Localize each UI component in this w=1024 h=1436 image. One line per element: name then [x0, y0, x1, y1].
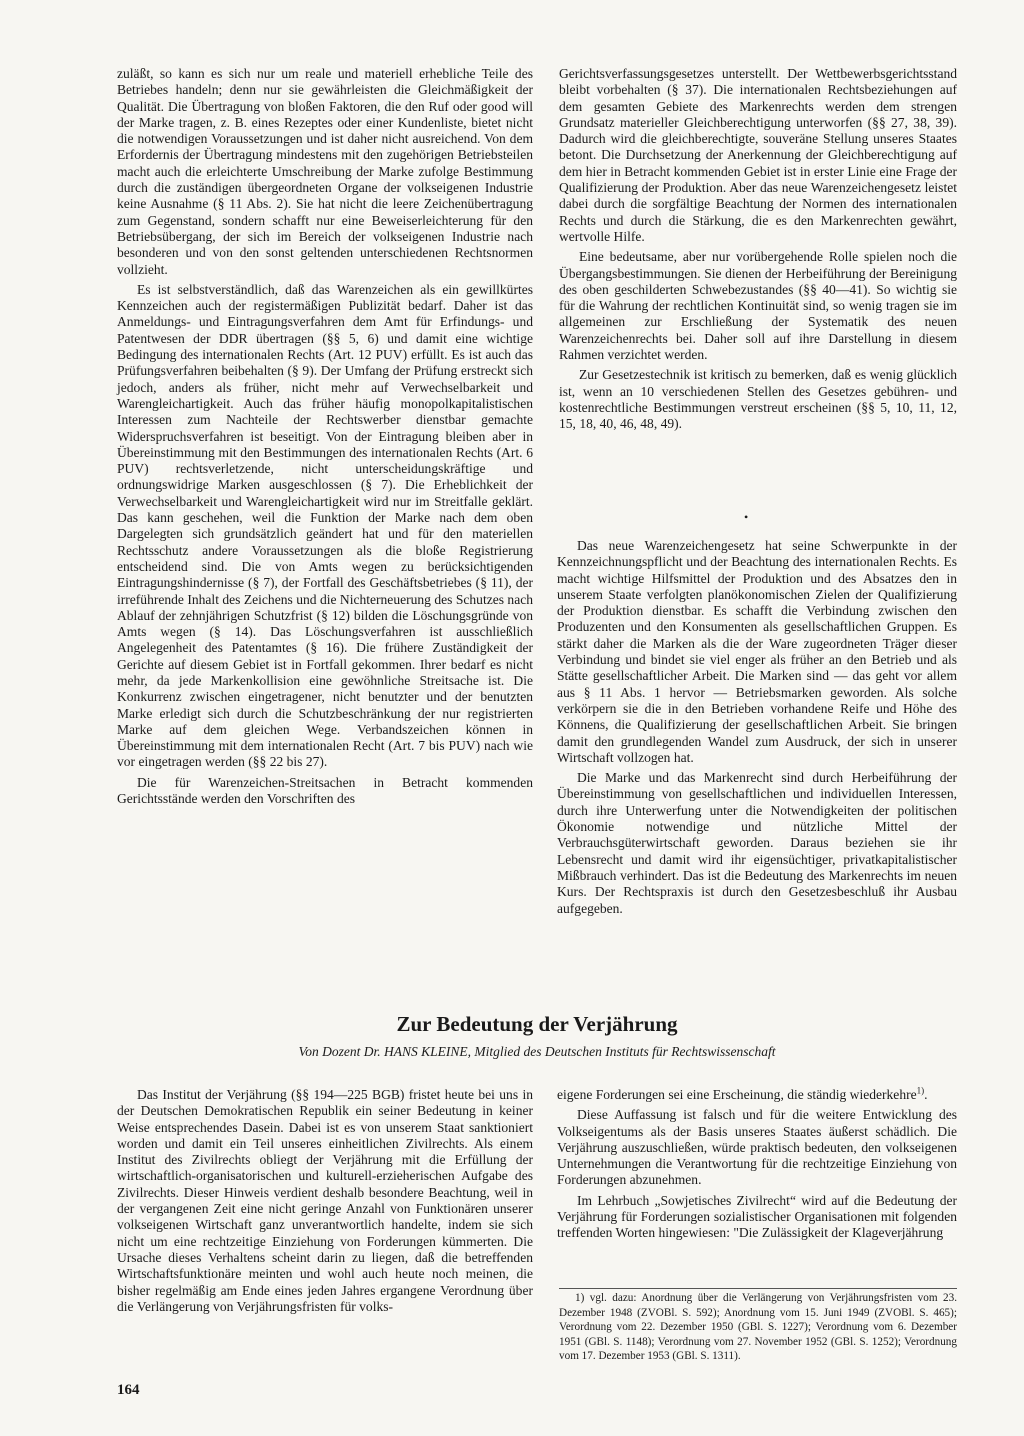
paragraph: Die für Warenzeichen-Streitsachen in Betracht kommenden Gerichtsstände werden den Vorschriften des [117, 774, 533, 807]
article-continuation-column-right [559, 66, 957, 437]
article-body-column-right [557, 1087, 957, 1246]
footnotes [559, 1288, 957, 1364]
paragraph: Diese Auffassung ist falsch und für die weitere Entwicklung des Volkseigentums als der Basis unseres Staates äußerst schädlich. Die Verjährung auszuschließen, würde praktisch bedeuten, den volkseigenen Unternehmungen die Verantwortung für die rechtzeitige Einziehung von Forderungen abzunehmen. [557, 1107, 957, 1188]
conclusion-column [557, 538, 957, 921]
page-number: 164 [117, 1382, 140, 1398]
paragraph: Das Institut der Verjährung (§§ 194—225 BGB) fristet heute bei uns in der Deutschen Demokratischen Republik ein seiner Bedeutung in keiner Weise entsprechendes Dasein. Dabei ist es von unserem Staat sanktioniert worden und damit ein Teil unseres einheitlichen Zivilrechts. Als einem Institut des Zivilrechts obliegt der Verjährung mit die Erfüllung der wirtschaftlich-organisatorischen und kulturell-erzieherischen Aufgabe des Zivilrechts. Dieser Hinweis verdient deshalb besondere Beachtung, weil in der vergangenen Zeit eine nicht geringe Anzahl von Funktionären unserer volkseigenen Wirtschaft ganz unverantwortlich handelte, indem sie sich nicht um eine rechtzeitige Einziehung von Forderungen kümmerten. Die Ursache dieses Verhaltens scheint darin zu liegen, daß die betreffenden Wirtschaftsfunktionäre meinten und wohl auch heute noch meinen, die bisher regelmäßig am Ende eines jeden Jahres ergangene Verordnung über die Verlängerung von Verjährungsfristen für volks- [117, 1087, 533, 1314]
paragraph: Zur Gesetzestechnik ist kritisch zu bemerken, daß es wenig glücklich ist, wenn an 10 verschiedenen Stellen des Gesetzes gebühren- und kostenrechtliche Bestimmungen verstreut erscheinen (§§ 5, 10, 11, 12, 15, 18, 40, 46, 48, 49). [559, 367, 957, 432]
paragraph: zuläßt, so kann es sich nur um reale und materiell erhebliche Teile des Betriebes handeln; denn nur sie gewährleisten die Gleichmäßigkeit der Qualität. Die Übertragung von bloßen Faktoren, die den Ruf oder good will der Marke tragen, z. B. eines Rezeptes oder einer Kundenliste, bietet nicht die notwendigen Voraussetzungen und ist daher nicht ausreichend. Von dem Erfordernis der Übertragung mindestens mit den zugehörigen Betriebsteilen macht auch die erleichterte Umschreibung der Marke zufolge Bestimmung durch die zuständigen übergeordneten Organe der volkseigenen Industrie keine Ausnahme (§ 11 Abs. 2). Sie hat nicht die leere Zeichenübertragung zum Gegenstand, sondern schafft nur eine Beweiserleichterung für den Betriebsübergang, der sich im Bereich der volkseigenen Industrie nach besonderen und von den sonst geltenden unterschiedenen Rechtsnormen vollzieht. [117, 66, 533, 277]
paragraph: Das neue Warenzeichengesetz hat seine Schwerpunkte in der Kennzeichnungspflicht und der Beachtung des internationalen Rechts. Es macht wichtige Hilfsmittel der Produktion und des Absatzes den in unserem Staate verfolgten planökonomischen Zielen der Qualifizierung der Produktion dienstbar. Es schafft die Verbindung zwischen den Produzenten und den Konsumenten als gesellschaftlichen Gruppen. Es stärkt daher die Marken als die der Ware zugeordneten Träger dieser Verbindung und bindet sie viel enger als früher an den Betrieb und als Stätte gesellschaftlicher Arbeit. Die Marken sind — das geht vor allem aus § 11 Abs. 1 hervor — Betriebsmarken geworden. Als solche verkörpern sie die in den Betrieben vorhandene Reife und Höhe des Könnens, die Qualifizierung der gesellschaftlichen Arbeit. Sie bringen damit den grundlegenden Wandel zum Ausdruck, der sich in unserer Wirtschaft vollzogen hat. [557, 538, 957, 765]
paragraph: Die Marke und das Markenrecht sind durch Herbeiführung der Übereinstimmung von gesellschaftlichen und individuellen Interessen, durch ihre Unterwerfung unter die Notwendigkeiten der politischen Ökonomie notwendige und nützliche Mittel der Verbrauchsgüterwirtschaft geworden. Daraus beziehen sie ihr Lebensrecht und damit wird ihr eigensüchtiger, privatkapitalistischer Mißbrauch verhindert. Das ist die Bedeutung des Markenrechts im neuen Kurs. Der Rechtspraxis ist durch den Gesetzesbeschluß ihr Ausbau aufgegeben. [557, 770, 957, 916]
paragraph-end: . [924, 1087, 928, 1102]
article-continuation-column-left [117, 66, 533, 811]
section-divider: • [744, 510, 749, 524]
paragraph [557, 1087, 957, 1103]
article-title: Zur Bedeutung der Verjährung [396, 1012, 678, 1036]
article-body-column-left [117, 1087, 533, 1319]
footnote-text: 1) vgl. dazu: Anordnung über die Verlängerung von Verjährungsfristen vom 23. Dezember 1948 (ZVOBl. S. 592); Anordnung vom 15. Juni 1949 (ZVOBl. S. 465); Verordnung vom 22. Dezember 1950 (GBl. S. 1227); Verordnung vom 6. Dezember 1951 (GBl. S. 1148); Verordnung vom 27. November 1952 (GBl. S. 1252); Verordnung vom 17. Dezember 1953 (GBl. S. 1311). [559, 1292, 957, 1362]
paragraph: Im Lehrbuch „Sowjetisches Zivilrecht“ wird auf die Bedeutung der Verjährung für Forderungen sozialistischer Organisationen mit folgenden treffenden Worten hingewiesen: "Die Zulässigkeit der Klageverjährung [557, 1192, 957, 1241]
article-byline: Von Dozent Dr. HANS KLEINE, Mitglied des Deutschen Instituts für Rechtswissenschaft [298, 1044, 776, 1059]
paragraph: Eine bedeutsame, aber nur vorübergehende Rolle spielen noch die Übergangsbestimmungen. Sie dienen der Herbeiführung der Bereinigung des oben geschilderten Schwebezustandes (§§ 40—41). So wichtig sie für die Wahrung der rechtlichen Kontinuität sind, so wenig tragen sie im allgemeinen zur Erschließung der Systematik des neuen Warenzeichenrechts bei. Daher soll auf ihre Darstellung in diesem Rahmen verzichtet werden. [559, 249, 957, 363]
paragraph: Gerichtsverfassungsgesetzes unterstellt. Der Wettbewerbsgerichtsstand bleibt vorbehalten (§ 37). Die internationalen Rechtsbeziehungen auf dem gesamten Gebiete des Markenrechts werden dem strengen Grundsatz materieller Gleichberechtigung unterworfen (§§ 27, 38, 39). Dadurch wird die gleichberechtigte, souveräne Stellung unseres Staates betont. Die Durchsetzung der Anerkennung der Gleichberechtigung auf dem hier in Betracht kommenden Gebiet ist in erster Linie eine Frage der Qualifizierung der Produktion. Aber das neue Warenzeichengesetz leistet dabei durch die sorgfältige Beachtung der Normen des internationalen Rechts und durch die Stärkung, die es den Markenrechten gewährt, wertvolle Hilfe. [559, 66, 957, 244]
paragraph: Es ist selbstverständlich, daß das Warenzeichen als ein gewillkürtes Kennzeichen auch der registermäßigen Publizität bedarf. Daher ist das Anmeldungs- und Eintragungsverfahren dem Amt für Erfindungs- und Patentwesen der DDR übertragen (§§ 5, 6) und damit eine wichtige Bedingung des internationalen Rechts (Art. 12 PUV) erfüllt. Es ist auch das Prüfungsverfahren beibehalten (§ 9). Der Umfang der Prüfung erstreckt sich jedoch, anders als früher, nicht mehr auf Verwechselbarkeit und Warengleichartigkeit. Auch das früher häufig monopolkapitalistischen Interessen zum Nachteile der Rechtswerber dienstbar gemachte Widerspruchsverfahren ist beseitigt. Von der Eintragung bleiben aber in Übereinstimmung mit den Bestimmungen des internationalen Rechts (Art. 6 PUV) rechtsverletzende, nicht unterscheidungskräftige und ordnungswidrige Marken ausgeschlossen (§ 7). Die Erheblichkeit der Verwechselbarkeit und Warengleichartigkeit wird nur im Streitfalle geklärt. Das kann geschehen, weil die Funktion der Marke nach dem oben Dargelegten sich grundsätzlich geändert hat und für den materiellen Rechtsschutz andere Voraussetzungen als die bloße Registrierung entscheidend sind. Die von Amts wegen zu berücksichtigenden Eintragungshindernisse (§ 7), der Fortfall des Geschäftsbetriebes (§ 11), der irreführende Inhalt des Zeichens und die Nichterneuerung des Schutzes nach Ablauf der zehnjährigen Schutzfrist (§ 12) bilden die Löschungsgründe von Amts wegen (§ 14). Das Löschungsverfahren ist ausschließlich Angelegenheit des Patentamtes (§ 16). Die frühere Zuständigkeit der Gerichte auf diesem Gebiet ist in Fortfall gekommen. Ihrer bedarf es nicht mehr, da jede Markenkollision eine gewöhnliche Streitsache ist. Die Konkurrenz zwischen eingetragener, nicht benutzter und der benutzten Marke erledigt sich durch die Schutzbeschränkung der nur registrierten Marke auf dem gleichen Wege. Verbandszeichen können in Übereinstimmung mit dem internationalen Recht (Art. 7 bis PUV) nach wie vor eingetragen werden (§§ 22 bis 27). [117, 281, 533, 770]
footnote-reference: 1) [916, 1085, 925, 1096]
paragraph-text: eigene Forderungen sei eine Erscheinung, die ständig wiederkehre [557, 1087, 917, 1102]
